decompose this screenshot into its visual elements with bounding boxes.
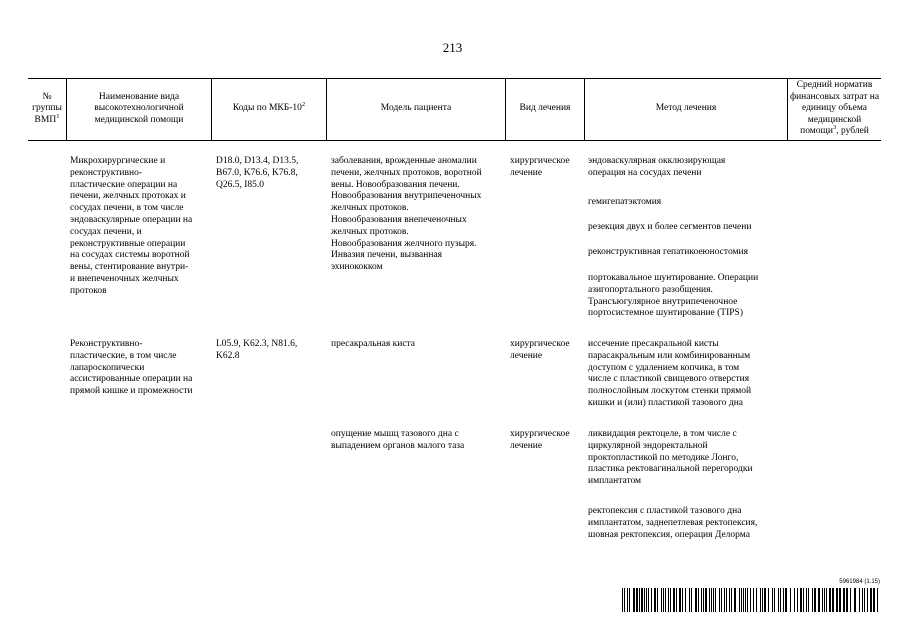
barcode-bar [743,588,744,612]
barcode-bar [648,588,649,612]
barcode-bar [780,588,781,612]
header-treatment-method [585,78,787,140]
barcode-bar [826,588,827,612]
barcode-bar [785,588,787,612]
barcode-bar [778,588,779,612]
barcode-bar [682,588,683,612]
barcode-bar [808,588,809,612]
barcode-bar [862,588,863,612]
barcode-bar [846,588,848,612]
barcode-bar [624,588,625,612]
barcode-bar [703,588,704,612]
row1-treatment-type: хирургическое лечение [510,156,570,178]
barcode-bar [750,588,751,612]
header-cost-unit: , рублей [836,126,869,137]
barcode-bar [747,588,748,612]
barcode-bar [711,588,712,612]
barcode-bar [756,588,757,612]
barcode-bar [824,588,825,612]
header-treatment-method-text: Метод лечения [655,103,717,114]
barcode-bar [729,588,730,612]
footnote-marker: 1 [56,112,60,120]
header-treatment-type [506,78,584,140]
barcode-bar [870,588,872,612]
barcode-bar [661,588,662,612]
barcode-bar [646,588,647,612]
barcode-bar [713,588,714,612]
barcode-bar [701,588,702,612]
header-group-number-line: ВМП [34,114,57,125]
barcode-bar [721,588,722,612]
barcode-bar [636,588,638,612]
barcode-bar [685,588,686,612]
barcode-bar [877,588,878,612]
barcode-bar [800,588,802,612]
barcode-bar [627,588,628,612]
barcode-bar [839,588,841,612]
barcode-bar [794,588,795,612]
row2-method-rectopexy: ректопексия с пластикой тазового дна имплантатом, заднепетлевая ректопексия, шовная ректопексия, операция Делорма [588,506,758,540]
barcode-bar [783,588,784,612]
barcode-bar [832,588,834,612]
barcode-bar [651,588,652,612]
barcode-bar [691,588,692,612]
barcode-bar [873,588,875,612]
barcode-bar [818,588,820,612]
header-icd-codes [212,78,326,140]
barcode-bar [663,588,664,612]
header-treatment-type-text: Вид лечения [519,103,571,114]
barcode-bar [673,588,675,612]
barcode-bar [668,588,669,612]
barcode-bar [764,588,766,612]
header-cost-standard [788,78,881,140]
row2-icd-codes: L05.9, K62.3, N81.6, K62.8 [216,339,298,361]
barcode-bar [665,588,666,612]
barcode-bar [797,588,798,612]
barcode [622,588,882,612]
footnote-marker: 3 [832,124,837,132]
barcode-bar [790,588,791,612]
barcode-bar [622,588,623,612]
barcode-bar [633,588,635,612]
barcode-bar [850,588,851,612]
header-patient-model-text: Модель пациента [380,103,452,114]
row2-treatment-type-cyst: хирургическое лечение [510,339,570,361]
barcode-bar [741,588,742,612]
barcode-bar [670,588,671,612]
barcode-bar [753,588,754,612]
barcode-bar [695,588,697,612]
barcode-bar [641,588,643,612]
barcode-bar [822,588,823,612]
barcode-bar [731,588,732,612]
row2-method-rectocele: ликвидация ректоцеле, в том числе с циркулярной эндоректальной проктопластикой по методике Лонго, пластика ректовагинальной перегородки имплантатом [588,429,753,487]
barcode-bar [829,588,831,612]
barcode-bar [762,588,763,612]
barcode-bar [774,588,775,612]
barcode-bar [679,588,681,612]
barcode-bar [864,588,865,612]
footnote-marker: 2 [301,101,306,109]
barcode-bar [689,588,690,612]
row1-method-embolization: эндоваскулярная окклюзирующая операция на сосудах печени [588,156,726,178]
barcode-bar [843,588,845,612]
header-bottom-rule [28,140,881,141]
row1-method-hepaticojejunostomy: реконструктивная гепатикоеюностомия [588,247,748,257]
header-patient-model [327,78,505,140]
barcode-bar [739,588,740,612]
row2-patient-model-prolapse: опущение мышц тазового дна с выпадением органов малого таза [331,429,465,451]
barcode-bar [724,588,725,612]
barcode-bar [854,588,856,612]
row1-method-hemihepatectomy: гемигепатэктомия [588,197,662,207]
header-group-number-line: группы [32,103,62,114]
row1-method-portocaval-shunt: портокавальное шунтирование. Операции азигопортального разобщения. Трансъюгулярное внутрипеченочное портосистемное шунтирование (TIPS) [588,273,759,319]
header-cost-text: Средний норматив финансовых затрат на единицу объема медицинской помощи [789,80,880,137]
header-care-type-text: Наименование вида высокотехнологичной медицинской помощи [94,91,184,125]
row2-method-cyst-excision: иссечение пресакральной кисты парасакральным или комбинированным доступом с удалением копчика, в том числе с пластикой свищевого отверстия полнослойным лоскутом стенки прямой кишки и (или) пластикой тазового дна [588,339,752,408]
barcode-bar [806,588,807,612]
barcode-bar [705,588,707,612]
barcode-bar [639,588,640,612]
barcode-bar [760,588,761,612]
row1-patient-model: заболевания, врожденные аномалии печени, желчных протоков, воротной вены. Новообразования печени. Новообразования внутрипеченочных желчных протоков. Новообразования внепеченочных желчных протоков. Новообразования желчного пузыря. Инвазия печени, вызванная эхинококком [331,156,482,273]
barcode-bar [745,588,746,612]
barcode-bar [657,588,658,612]
header-icd-codes-text: Коды по МКБ-10 [232,103,302,114]
barcode-bar [676,588,677,612]
row2-care-name: Реконструктивно- пластические, в том числе лапароскопически ассистированные операции на прямой кишке и промежности [70,339,193,397]
barcode-bar [803,588,804,612]
barcode-bar [814,588,816,612]
barcode-label: 5961984 (1.15) [839,579,880,585]
barcode-bar [629,588,630,612]
row1-care-name: Микрохирургические и реконструктивно- пластические операции на печени, желчных протоках и сосудах печени, в том числе эндоваскулярные операции на сосудах печени, и реконструктивные операции на сосудах системы воротной вены, стентирование внутри- и внепеченочных желчных протоков [70,156,193,296]
barcode-bar [726,588,727,612]
header-group-number-line: № [42,91,52,102]
barcode-bar [698,588,699,612]
barcode-bar [654,588,656,612]
barcode-bar [836,588,838,612]
row1-method-resection: резекция двух и более сегментов печени [588,222,752,232]
barcode-bar [772,588,773,612]
barcode-bar [719,588,720,612]
barcode-bar [768,588,769,612]
barcode-bar [709,588,710,612]
barcode-bar [812,588,813,612]
barcode-bar [859,588,860,612]
column-divider [66,78,67,140]
barcode-bar [715,588,716,612]
page-number: 213 [442,40,463,55]
barcode-bar [734,588,736,612]
header-group-number [28,78,66,140]
barcode-bar [867,588,868,612]
row2-treatment-type-prolapse: хирургическое лечение [510,429,570,451]
row1-icd-codes: D18.0, D13.4, D13.5, B67.0, K76.6, K76.8, Q26.5, I85.0 [216,156,299,190]
row2-patient-model-cyst: пресакральная киста [331,339,416,349]
header-care-type [76,78,202,140]
barcode-bar [644,588,645,612]
